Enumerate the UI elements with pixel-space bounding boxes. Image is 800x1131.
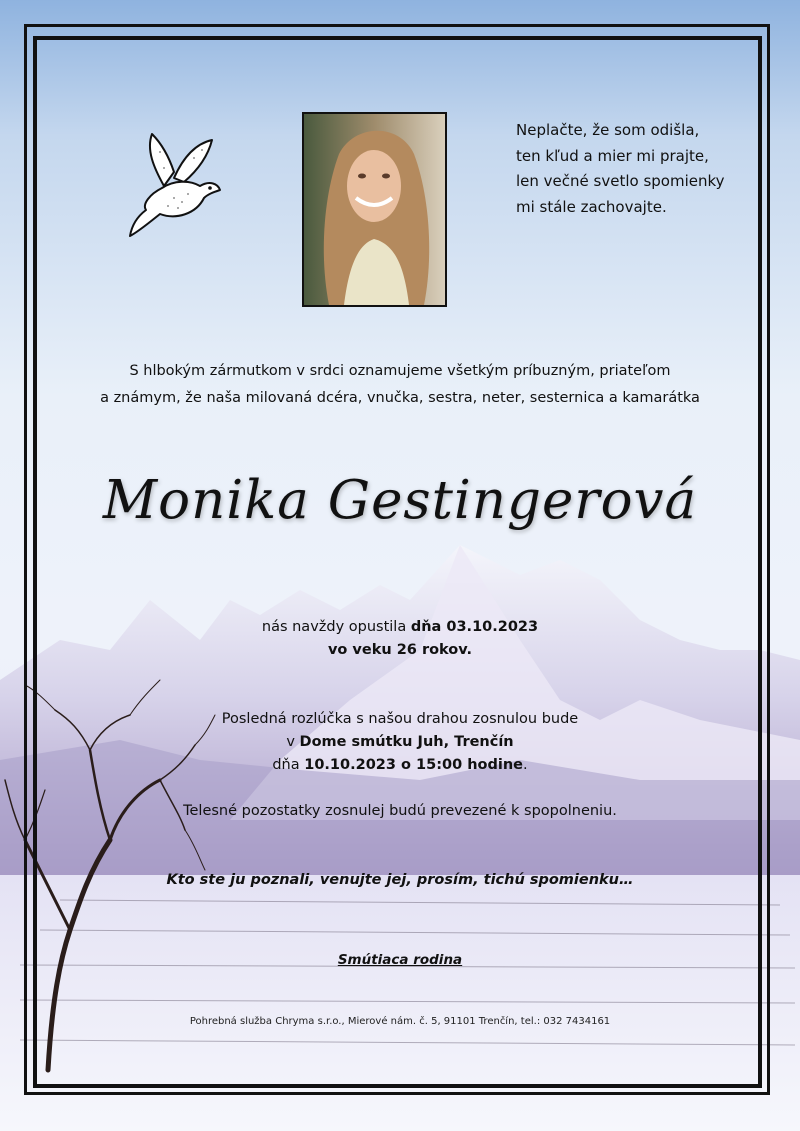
death-prefix: nás navždy opustila: [261, 619, 407, 635]
intro-line-1: S hlbokým zármutkom v srdci oznamujeme všetkým príbuzným, priateľom: [129, 363, 671, 379]
farewell-date-prefix: dňa: [272, 757, 300, 773]
poem-line: Neplačte, že som odišla,: [516, 121, 700, 139]
farewell-place-prefix: v: [286, 734, 295, 750]
farewell-datetime: 10.10.2023 o 15:00 hodine: [304, 757, 524, 773]
deceased-portrait-photo: [302, 112, 447, 307]
family-signature: Smútiaca rodina: [337, 952, 463, 968]
memorial-poem: [516, 118, 766, 220]
memorial-quote: Kto ste ju poznali, venujte jej, prosím, tichú spomienku…: [166, 872, 634, 888]
intro-line-2: a známym, že naša milovaná dcéra, vnučka, sestra, neter, sesternica a kamarátka: [100, 390, 700, 406]
dove-icon: [124, 128, 224, 240]
death-date: dňa 03.10.2023: [410, 619, 539, 635]
funeral-service-footer: Pohrebná služba Chryma s.r.o., Mierové nám. č. 5, 91101 Trenčín, tel.: 032 7434161: [189, 1016, 611, 1027]
death-age: vo veku 26 rokov.: [327, 642, 473, 658]
poem-line: mi stále zachovajte.: [516, 197, 667, 216]
farewell-info: [60, 708, 740, 777]
death-info: [60, 616, 740, 662]
deceased-name: Monika Gestingerová: [102, 470, 698, 531]
announcement-intro: [60, 358, 740, 412]
poem-line: ten kľud a mier mi prajte,: [516, 146, 709, 165]
farewell-place: Dome smútku Juh, Trenčín: [299, 734, 514, 750]
farewell-date-suffix: .: [523, 757, 528, 773]
poem-line: len večné svetlo spomienky: [516, 172, 725, 190]
remains-note: Telesné pozostatky zosnulej budú prevezené k spopolneniu.: [183, 803, 617, 819]
farewell-line: Posledná rozlúčka s našou drahou zosnulou bude: [221, 711, 579, 727]
